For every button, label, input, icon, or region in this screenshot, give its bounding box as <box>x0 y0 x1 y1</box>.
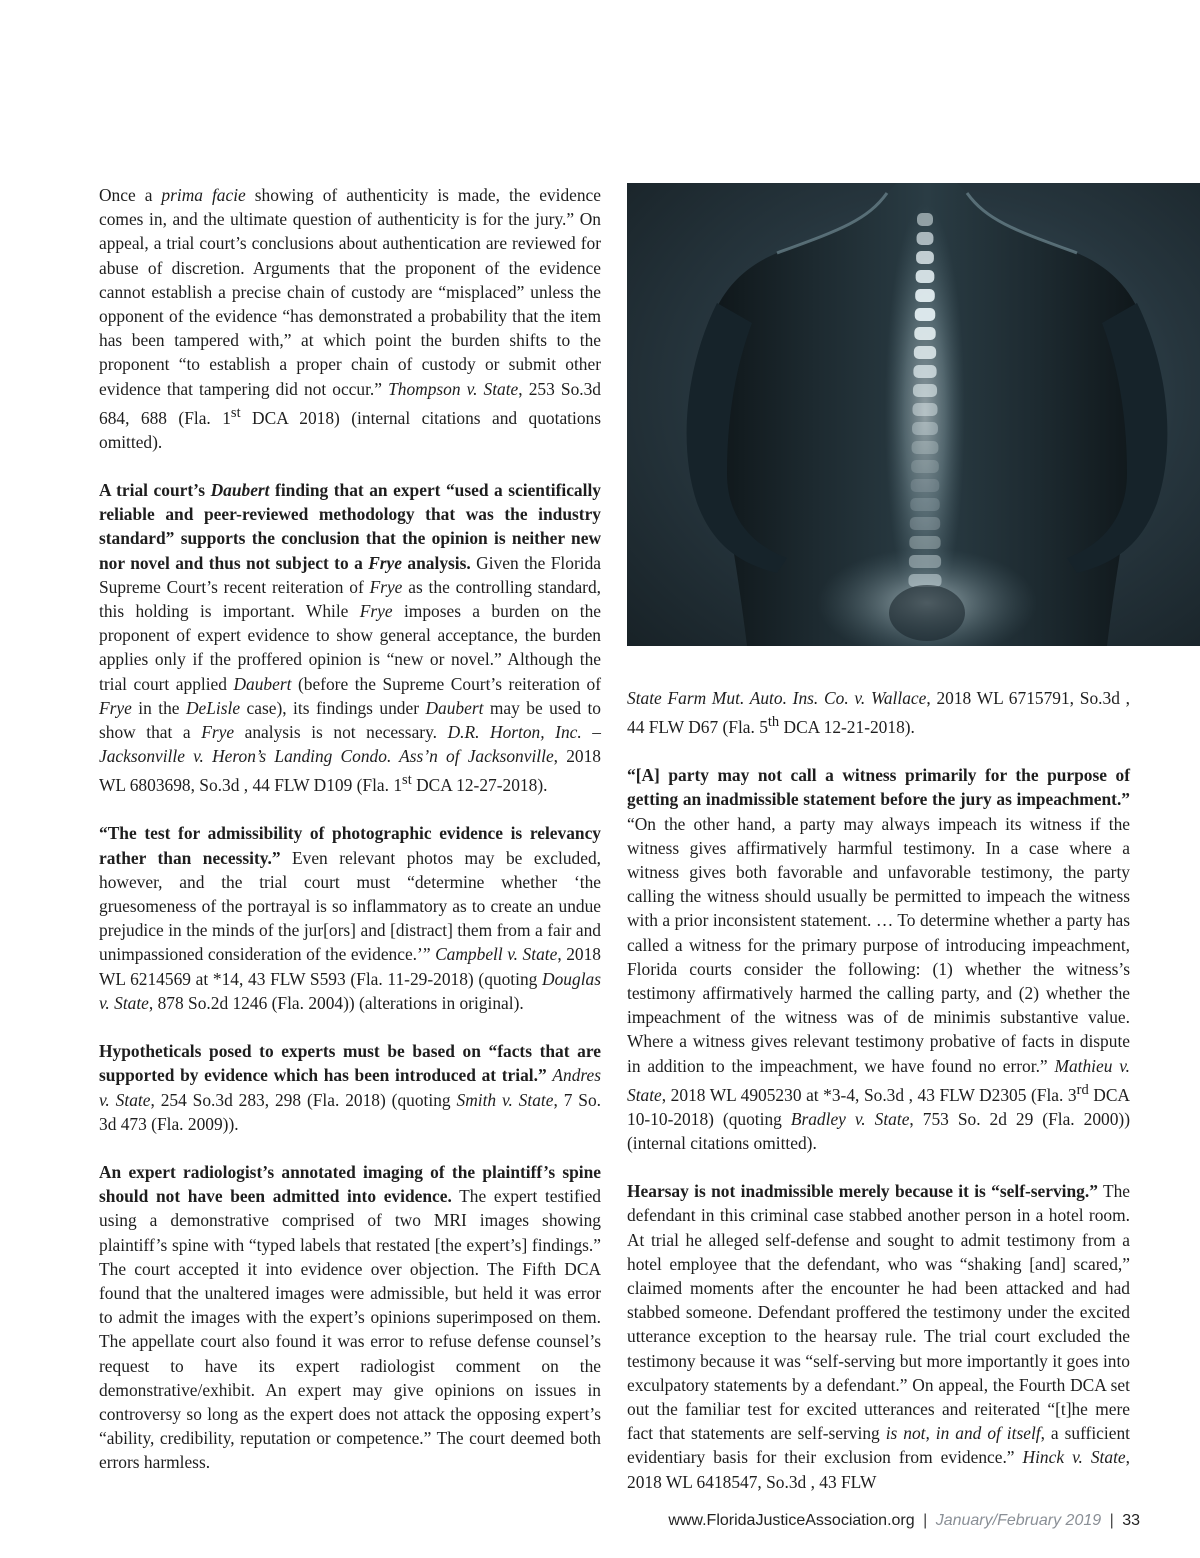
vertebra <box>917 213 933 226</box>
left-column <box>99 183 601 1499</box>
vertebra <box>915 308 936 321</box>
vertebra <box>912 441 939 454</box>
vertebra <box>912 422 938 435</box>
vertebra <box>911 479 940 492</box>
vertebra <box>916 270 935 283</box>
page-footer <box>668 1512 1140 1530</box>
paragraph-photographic-heading: “The test for admissibility of photographic evidence is relevancy rather than necessity.” <box>99 823 601 868</box>
paragraph-radiologist-heading: An expert radiologist’s annotated imaging of the plaintiff’s spine should not have been admitted into evidence. <box>99 1161 601 1207</box>
footer-separator: | <box>1109 1512 1114 1529</box>
paragraph-hearsay: Hearsay is not inadmissible merely because it is “self-serving.” The defendant in this criminal case stabbed another person in a hotel room. At trial he alleged self-defense and sought to admit testimony from a hotel employee that the defendant, who was “shaking [and] scared,” claimed moments after the encounter he had been attacked and had stabbed someone. Defendant proffered the testimony under the excited utterance exception to the hearsay rule. The trial court excluded the testimony because it was “self-serving but more importantly it goes into exculpatory statements by a defendant.” On appeal, the Fourth DCA set out the familiar test for excited utterances and reiterated “[t]he mere fact that statements are self-serving is not, in and of itself, a sufficient evidentiary basis for their exclusion from evidence.” Hinck v. State, 2018 WL 6418547, So.3d , 43 FLW <box>627 1181 1130 1492</box>
paragraph-state-farm-citation: State Farm Mut. Auto. Ins. Co. v. Wallace, 2018 WL 6715791, So.3d , 44 FLW D67 (Fla. 5th DCA 12-21-2018). <box>627 688 1130 737</box>
footer-website-link[interactable]: www.FloridaJusticeAssociation.org <box>668 1512 915 1529</box>
vertebra <box>913 384 937 397</box>
vertebra <box>909 536 940 549</box>
spine-xray-photo <box>627 183 1200 646</box>
vertebra <box>917 232 934 245</box>
vertebra <box>914 346 936 359</box>
paragraph-daubert: A trial court’s Daubert finding that an expert “used a scientifically reliable and peer-reviewed methodology that was the industry standard” supports the conclusion that the opinion is neither new nor novel and thus not subject to a Frye analysis. Given the Florida Supreme Court’s recent reiteration of Frye as the controlling standard, this holding is important. While Frye imposes a burden on the proponent of expert evidence to show general acceptance, the burden applies only if the proffered opinion is “new or novel.” Although the trial court applied Daubert (before the Supreme Court’s reiteration of Frye in the DeLisle case), its findings under Daubert may be used to show that a Frye analysis is not necessary. D.R. Horton, Inc. – Jacksonville v. Heron’s Landing Condo. Ass’n of Jacksonville, 2018 WL 6803698, So.3d , 44 FLW D109 (Fla. 1st DCA 12-27-2018). <box>99 480 602 796</box>
vertebra <box>916 251 934 264</box>
paragraph-daubert-heading: A trial court’s Daubert finding that an expert “used a scientifically reliable and peer-reviewed methodology that was the industry standard” supports the conclusion that the opinion is neither new nor novel and thus not subject to a Frye analysis. <box>99 480 601 573</box>
vertebra <box>910 498 940 511</box>
vertebra <box>910 517 940 530</box>
paragraph-authenticity: Once a prima facie showing of authenticity is made, the evidence comes in, and the ultimate question of authenticity is for the jury.” On appeal, a trial court’s conclusions about authentication are reviewed for abuse of discretion. Arguments that the proponent of the evidence cannot establish a precise chain of custody are “misplaced” unless the opponent of the evidence “has demonstrated a probability that the item has been tampered with,” at which point the burden shifts to the proponent “to establish a proper chain of custody or submit other evidence that tampering did not occur.” Thompson v. State, 253 So.3d 684, 688 (Fla. 1st DCA 2018) (internal citations and quotations omitted). <box>99 185 601 452</box>
footer-issue-date: January/February 2019 <box>935 1512 1102 1529</box>
spine-xray-illustration <box>627 183 1200 646</box>
right-column <box>627 686 1130 1518</box>
paragraph-hypotheticals: Hypotheticals posed to experts must be based on “facts that are supported by evidence which has been introduced at trial.” Andres v. State, 254 So.3d 283, 298 (Fla. 2018) (quoting Smith v. State, 7 So. 3d 473 (Fla. 2009)). <box>99 1041 602 1134</box>
vertebra <box>913 403 938 416</box>
footer-separator: | <box>923 1512 928 1529</box>
paragraph-hypotheticals-heading: Hypotheticals posed to experts must be based on “facts that are supported by evidence which has been introduced at trial.” <box>99 1041 601 1086</box>
vertebra <box>913 365 936 378</box>
paragraph-impeachment: “[A] party may not call a witness primarily for the purpose of getting an inadmissible statement before the jury as impeachment.” “On the other hand, a party may always impeach its witness if the witness gives affirmatively harmful testimony. In a case where a witness gives both favorable and unfavorable testimony, the party calling the witness should usually be permitted to impeach the witness with a prior inconsistent statement. … To determine whether a party has called a witness for the primary purpose of introducing impeachment, Florida courts consider the following: (1) whether the witness’s testimony affirmatively harmed the calling party, and (2) whether the impeachment of the witness was of de minimis substantive value. Where a witness gives relevant testimony probative of facts in dispute in addition to the impeachment, we have found no error.” Mathieu v. State, 2018 WL 4905230 at *3-4, So.3d , 43 FLW D2305 (Fla. 3rd DCA 10-10-2018) (quoting Bradley v. State, 753 So. 2d 29 (Fla. 2000)) (internal citations omitted). <box>627 765 1130 1154</box>
vertebra <box>911 460 939 473</box>
page-number: 33 <box>1122 1512 1140 1529</box>
vertebra <box>914 327 935 340</box>
paragraph-photographic-evidence: “The test for admissibility of photographic evidence is relevancy rather than necessity.” Even relevant photos may be excluded, however, and the trial court must “determine whether ‘the gruesomeness of the portrayal is so inflammatory as to create an undue prejudice in the minds of the jur[ors] and [distract] them from a fair and unimpassioned consideration of the evidence.’” Campbell v. State, 2018 WL 6214569 at *14, 43 FLW S593 (Fla. 11-29-2018) (quoting Douglas v. State, 878 So.2d 1246 (Fla. 2004)) (alterations in original). <box>99 823 601 1013</box>
paragraph-radiologist: An expert radiologist’s annotated imaging of the plaintiff’s spine should not have been admitted into evidence. The expert testified using a demonstrative comprised of two MRI images showing plaintiff’s spine with “typed labels that restated [the expert’s] findings.” The court accepted it into evidence over objection. The Fifth DCA found that the unaltered images were admissible, but held it was error to admit the images with the expert’s opinions superimposed on them. The appellate court also found it was error to refuse defense counsel’s request to have its expert radiologist comment on the demonstrative/exhibit. An expert may give opinions on issues in controversy so long as the expert does not attack the opposing expert’s “ability, credibility, reputation or competence.” The court deemed both errors harmless. <box>99 1161 601 1473</box>
vertebra <box>915 289 935 302</box>
paragraph-hearsay-heading: Hearsay is not inadmissible merely because it is “self-serving.” <box>627 1181 1098 1202</box>
paragraph-impeachment-heading: “[A] party may not call a witness primarily for the purpose of getting an inadmissible statement before the jury as impeachment.” <box>627 765 1130 810</box>
